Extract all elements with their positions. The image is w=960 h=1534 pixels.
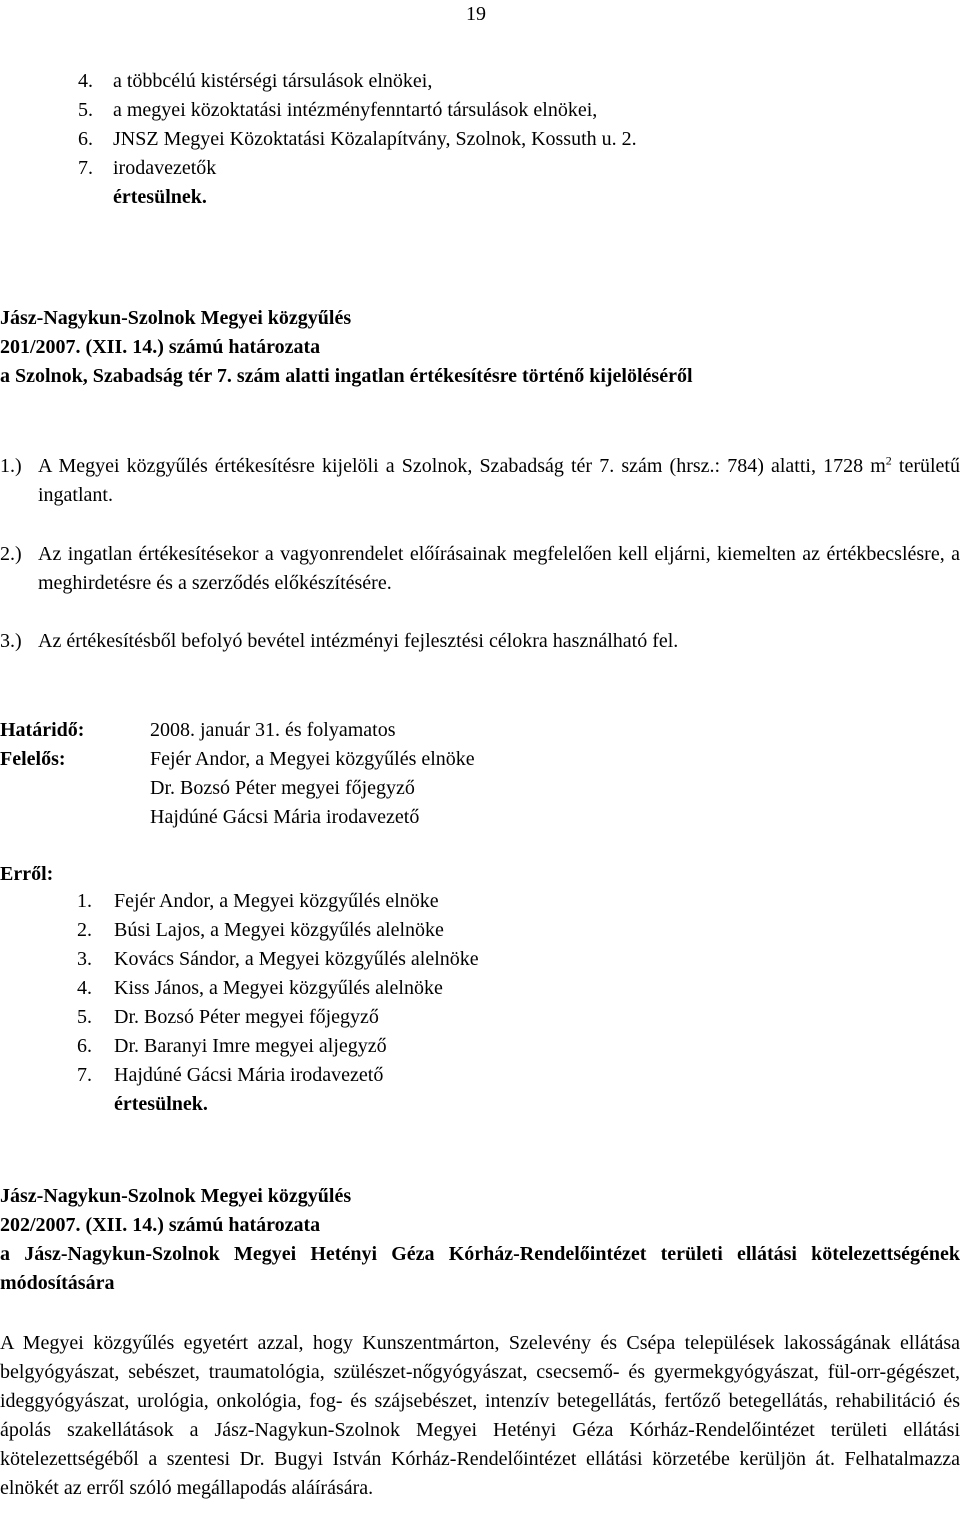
list-item: 3. Kovács Sándor, a Megyei közgyűlés alelnöke — [77, 948, 479, 970]
list-item — [78, 67, 637, 96]
resolution-1-point-2: 2.) Az ingatlan értékesítésekor a vagyonrendelet előírásainak megfelelően kell eljárni, kiemelten az értékbecslésre, a meghirdetésre és a szerződés előkészítésére. — [0, 543, 960, 594]
deadline-label: Határidő: — [0, 719, 85, 741]
list-item — [78, 96, 637, 125]
list-item — [77, 1090, 479, 1119]
notified-label: értesülnek. — [114, 1093, 208, 1115]
list-item: 5. Dr. Bozsó Péter megyei főjegyző — [77, 1006, 379, 1028]
list-item — [78, 154, 637, 183]
list-text: JNSZ Megyei Közoktatási Közalapítvány, Szolnok, Kossuth u. 2. — [113, 128, 637, 150]
list-item — [78, 125, 637, 154]
responsible-person: Hajdúné Gácsi Mária irodavezető — [150, 806, 420, 828]
deadline-value: 2008. január 31. és folyamatos — [150, 719, 396, 741]
responsible-label: Felelős: — [0, 748, 66, 770]
notification-list — [77, 887, 479, 1119]
resolution-2-number: 202/2007. (XII. 14.) számú határozata — [0, 1214, 321, 1236]
list-text: a megyei közoktatási intézményfenntartó társulások elnökei, — [113, 99, 598, 121]
resolution-1-authority: Jász-Nagykun-Szolnok Megyei közgyűlés — [0, 307, 352, 329]
list-number: 4. — [78, 70, 93, 92]
resolution-1-header — [0, 304, 960, 391]
list-item: 4. Kiss János, a Megyei közgyűlés alelnöke — [77, 977, 443, 999]
list-item: 6. Dr. Baranyi Imre megyei aljegyző — [77, 1035, 387, 1057]
list-item: 2. Búsi Lajos, a Megyei közgyűlés alelnöke — [77, 919, 444, 941]
list-text: irodavezetők — [113, 157, 217, 179]
about-label: Erről: — [0, 863, 54, 885]
resolution-2-authority: Jász-Nagykun-Szolnok Megyei közgyűlés — [0, 1185, 352, 1207]
resolution-1-subject: a Szolnok, Szabadság tér 7. szám alatti ingatlan értékesítésre történő kijelöléséről — [0, 365, 693, 387]
list-item — [78, 183, 637, 212]
list-number: 5. — [78, 99, 93, 121]
page-number: 19 — [466, 3, 486, 25]
recipient-list — [78, 67, 637, 212]
notified-label: értesülnek. — [113, 186, 207, 208]
resolution-2-header — [0, 1182, 960, 1298]
resolution-1-point-3: 3.) Az értékesítésből befolyó bevétel intézményi fejlesztési célokra használható fel. — [0, 630, 679, 652]
list-item: 1. Fejér Andor, a Megyei közgyűlés elnöke — [77, 890, 439, 912]
list-number: 6. — [78, 128, 93, 150]
responsible-person: Fejér Andor, a Megyei közgyűlés elnöke — [150, 748, 475, 770]
resolution-1-number: 201/2007. (XII. 14.) számú határozata — [0, 336, 321, 358]
resolution-2-subject: a Jász-Nagykun-Szolnok Megyei Hetényi Géza Kórház-Rendelőintézet területi ellátási kötelezettségének módosítására — [0, 1243, 960, 1294]
deadline-section — [0, 716, 960, 832]
responsible-person: Dr. Bozsó Péter megyei főjegyző — [150, 777, 415, 799]
list-item: 7. Hajdúné Gácsi Mária irodavezető — [77, 1064, 384, 1086]
resolution-2-body: A Megyei közgyűlés egyetért azzal, hogy Kunszentmárton, Szelevény és Csépa települések lakosságának ellátása belgyógyászat, sebészet, traumatológia, szülészet-nőgyógyászat, csecsemő- és gyermekgyógyászat, fül-orr-gégészet, ideggyógyászat, urológia, onkológia, fog- és szájsebészet, intenzív betegellátás, fertőző betegellátás, rehabilitáció és ápolás szakellátások a Jász-Nagykun-Szolnok Megyei Hetényi Géza Kórház-Rendelőintézet területi ellátási kötelezettségéből a szentesi Dr. Bugyi István Kórház-Rendelőintézet ellátási körzetébe kerüljön át. Felhatalmazza elnökét az erről szóló megállapodás aláírására. — [0, 1332, 960, 1499]
list-number: 7. — [78, 157, 93, 179]
list-text: a többcélú kistérségi társulások elnökei, — [113, 70, 433, 92]
resolution-1-point-1: 1.) A Megyei közgyűlés értékesítésre kijelöli a Szolnok, Szabadság tér 7. szám (hrsz.: 784) alatti, 1728 $m^2$ területű ingatlant. — [0, 453, 960, 506]
